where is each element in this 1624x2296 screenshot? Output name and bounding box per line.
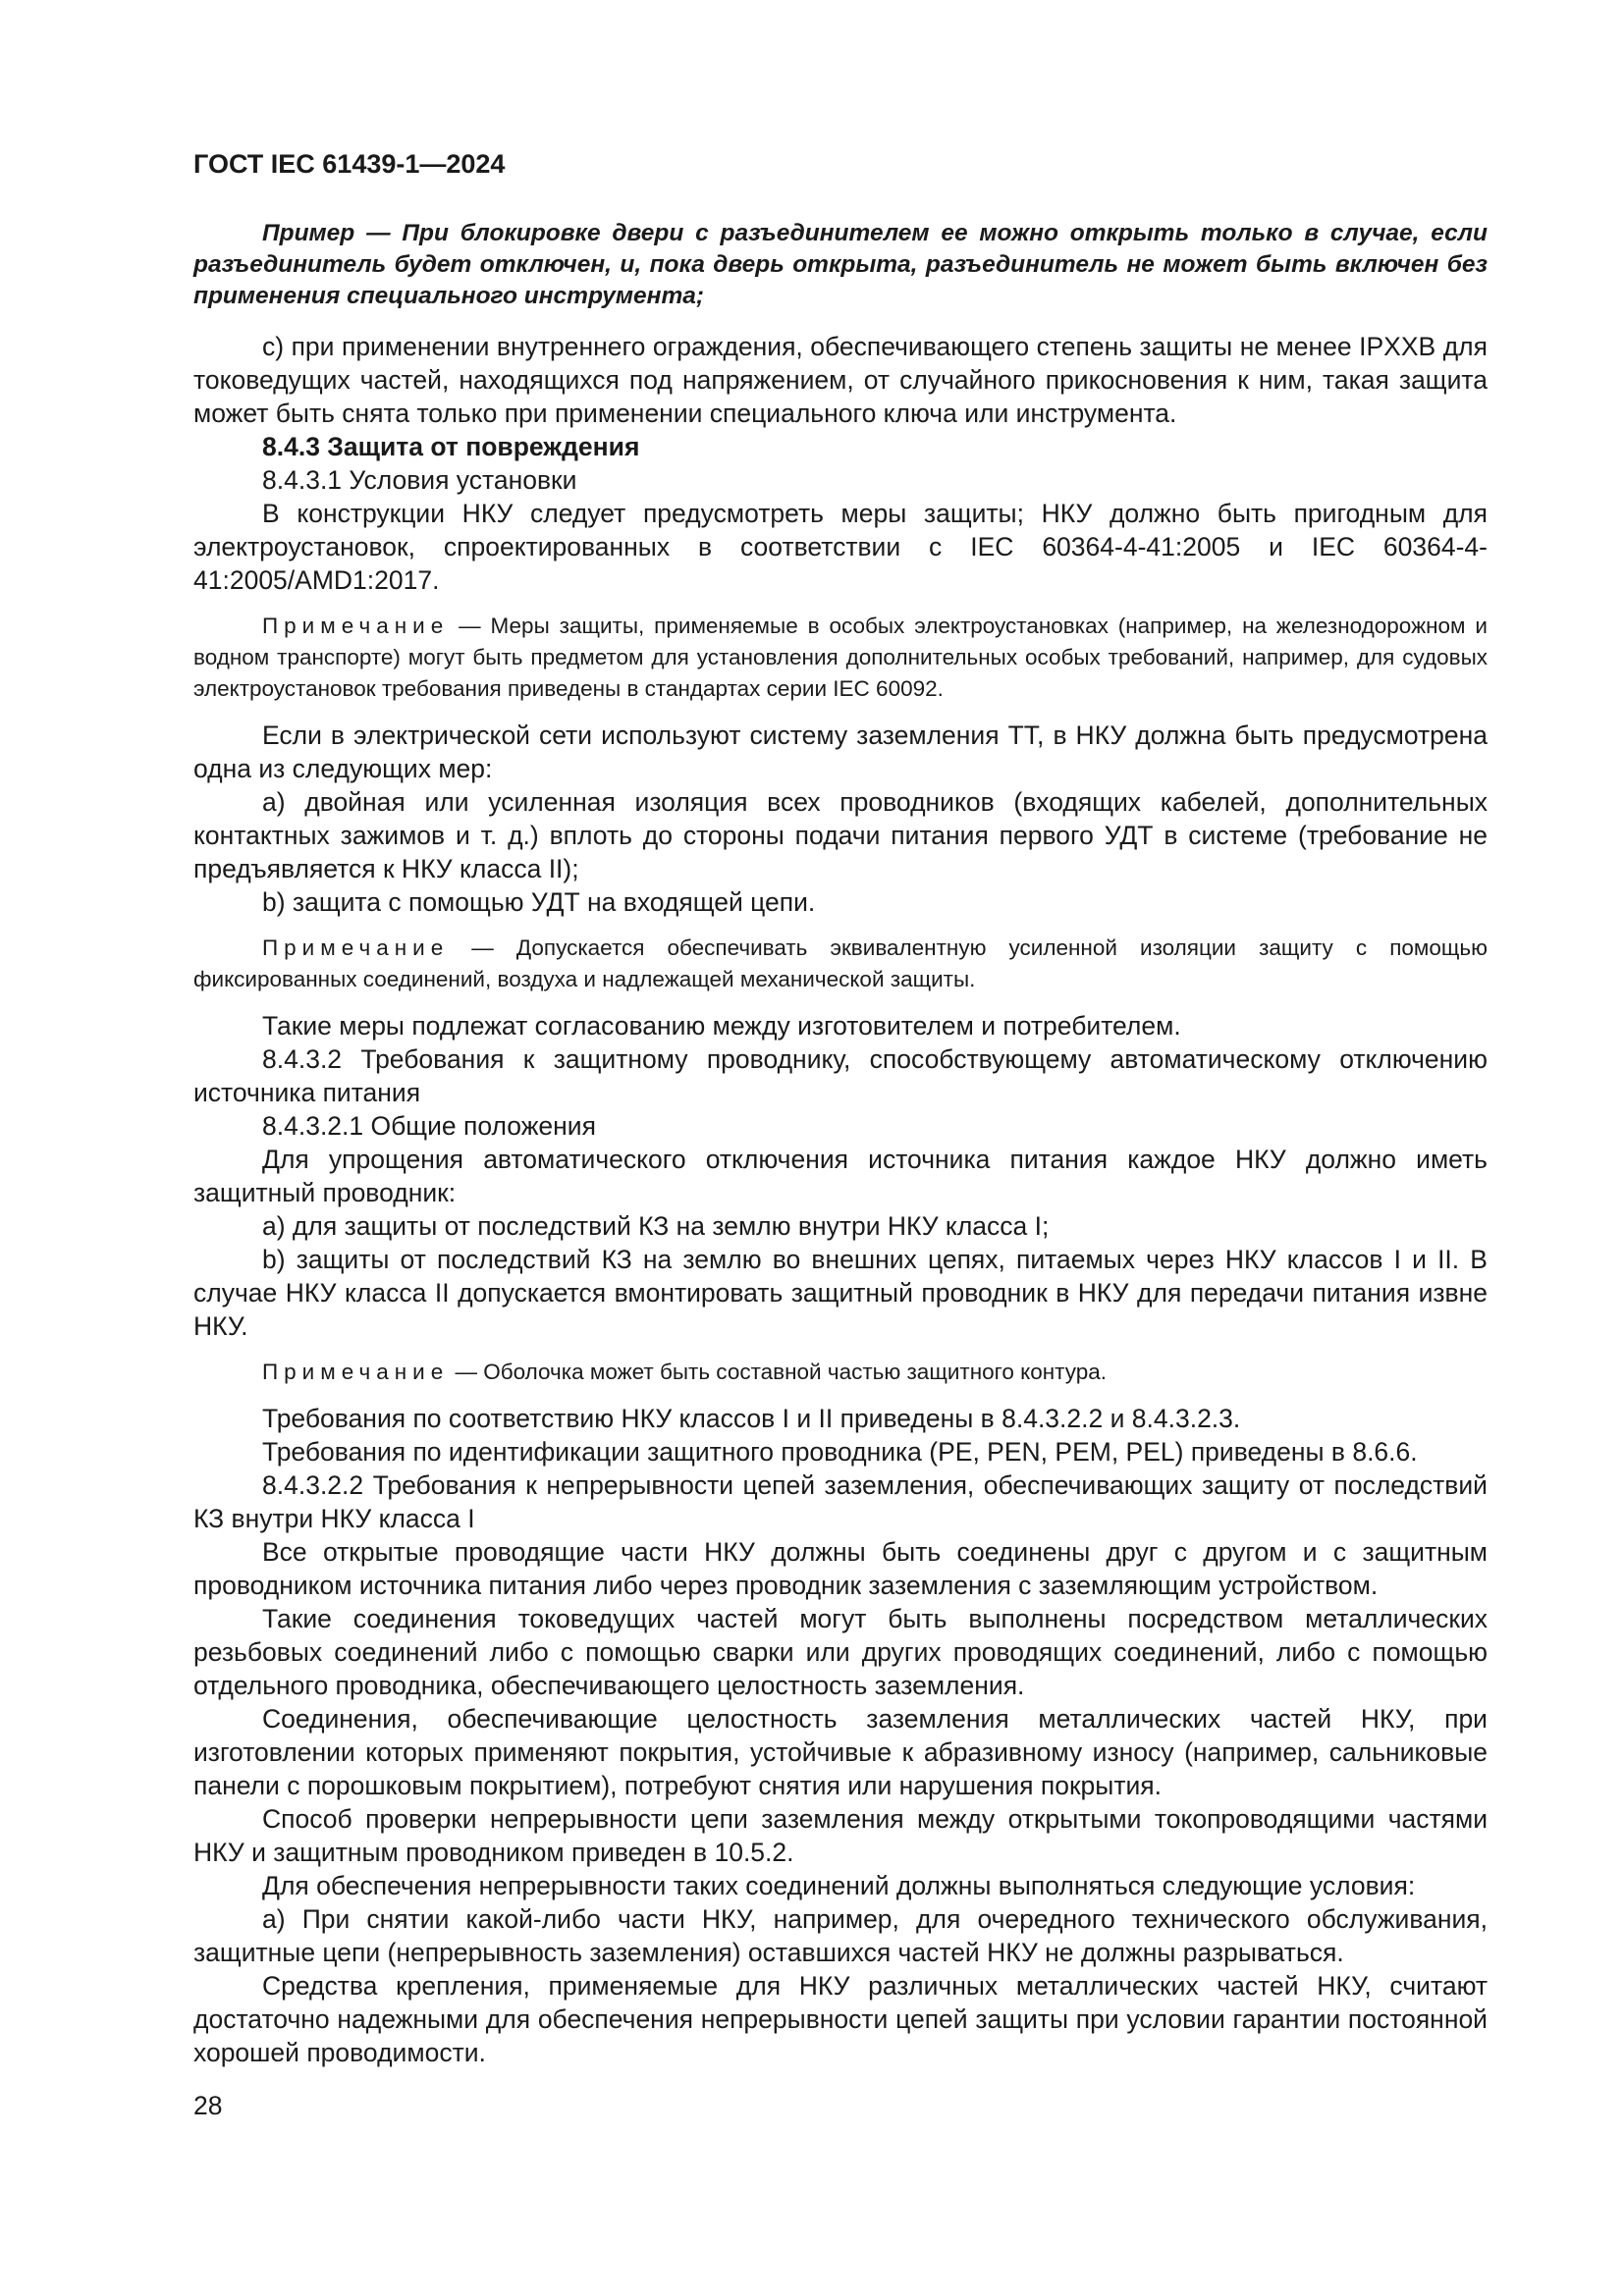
paragraph: c) при применении внутреннего ограждения, обеспечивающего степень защиты не менее IPXXB для токоведущих частей, находящихся под напряжением, от случайного прикосновения к ним, такая защита может быть снята только при применении специального ключа или инструмента. [193, 332, 1488, 428]
paragraph: Для обеспечения непрерывности таких соединений должны выполняться следующие условия: [262, 1871, 1416, 1900]
paragraph: Соединения, обеспечивающие целостность заземления металлических частей НКУ, при изготовлении которых применяют покрытия, устойчивые к абразивному износу (например, сальниковые панели с порошковым покрытием), потребуют снятия или нарушения покрытия. [193, 1704, 1488, 1800]
paragraph: Требования по идентификации защитного проводника (PE, PEN, PEM, PEL) приведены в 8.6.6. [262, 1437, 1418, 1467]
note [193, 1357, 1488, 1388]
section-heading: 8.4.3 Защита от повреждения [262, 432, 640, 461]
subsection-heading: 8.4.3.1 Условия установки [262, 465, 577, 495]
note-label: Примечание [262, 935, 450, 960]
paragraph: Для упрощения автоматического отключения источника питания каждое НКУ должно иметь защитный проводник: [193, 1145, 1488, 1207]
list-item: a) для защиты от последствий КЗ на землю внутри НКУ класса I; [262, 1211, 1050, 1241]
list-item: a) При снятии какой-либо части НКУ, например, для очередного технического обслуживания, защитные цепи (непрерывность заземления) оставшихся частей НКУ не должны разрываться. [193, 1904, 1488, 1967]
paragraph: Такие соединения токоведущих частей могут быть выполнены посредством металлических резьбовых соединений либо с помощью сварки или других проводящих соединений, либо с помощью отдельного проводника, обеспечивающего целостность заземления. [193, 1604, 1488, 1700]
note-label: Примечание [262, 1360, 450, 1384]
list-item: a) двойная или усиленная изоляция всех проводников (входящих кабелей, дополнительных контактных зажимов и т. д.) вплоть до стороны подачи питания первого УДТ в системе (требование не предъявляется к НКУ класса II); [193, 787, 1488, 883]
paragraph: Если в электрической сети используют систему заземления TT, в НКУ должна быть предусмотрена одна из следующих мер: [193, 721, 1488, 783]
paragraph: Требования по соответствию НКУ классов I и II приведены в 8.4.3.2.2 и 8.4.3.2.3. [262, 1404, 1241, 1433]
note [193, 933, 1488, 995]
note [193, 611, 1488, 705]
document-header: ГОСТ IEC 61439-1—2024 [193, 149, 506, 179]
note-text: — Оболочка может быть составной частью защитного контура. [449, 1360, 1107, 1384]
paragraph: Средства крепления, применяемые для НКУ различных металлических частей НКУ, считают достаточно надежными для обеспечения непрерывности цепей защиты при условии гарантии постоянной хорошей проводимости. [193, 1971, 1488, 2067]
subsection-heading: 8.4.3.2.2 Требования к непрерывности цепей заземления, обеспечивающих защиту от последствий КЗ внутри НКУ класса I [193, 1470, 1488, 1533]
page-number: 28 [193, 2091, 223, 2120]
document-page [193, 147, 1488, 2069]
subsection-heading: 8.4.3.2 Требования к защитному проводнику, способствующему автоматическому отключению источника питания [193, 1044, 1488, 1107]
list-item: b) защита с помощью УДТ на входящей цепи. [262, 887, 816, 917]
note-text: — Меры защиты, применяемые в особых электроустановках (например, на железнодорожном и водном транспорте) могут быть предметом для установления дополнительных особых требований, например, для судовых электроустановок требования приведены в стандартах серии IEC 60092. [193, 614, 1488, 701]
paragraph: В конструкции НКУ следует предусмотреть меры защиты; НКУ должно быть пригодным для электроустановок, спроектированных в соответствии с IEC 60364-4-41:2005 и IEC 60364-4-41:2005/AMD1:2017. [193, 499, 1488, 595]
paragraph: Такие меры подлежат согласованию между изготовителем и потребителем. [262, 1011, 1181, 1041]
list-item: b) защиты от последствий КЗ на землю во внешних цепях, питаемых через НКУ классов I и II. В случае НКУ класса II допускается вмонтировать защитный проводник в НКУ для передачи питания извне НКУ. [193, 1245, 1488, 1341]
note-text: — Допускается обеспечивать эквивалентную усиленной изоляции защиту с помощью фиксированных соединений, воздуха и надлежащей механической защиты. [193, 935, 1488, 991]
example-paragraph: Пример — При блокировке двери с разъединителем ее можно открыть только в случае, если разъединитель будет отключен, и, пока дверь открыта, разъединитель не может быть включен без применения специального инструмента; [193, 220, 1488, 309]
paragraph: Способ проверки непрерывности цепи заземления между открытыми токопроводящими частями НКУ и защитным проводником приведен в 10.5.2. [193, 1804, 1488, 1867]
paragraph: Все открытые проводящие части НКУ должны быть соединены друг с другом и с защитным проводником источника питания либо через проводник заземления с заземляющим устройством. [193, 1537, 1488, 1600]
subsection-heading: 8.4.3.2.1 Общие положения [262, 1111, 596, 1141]
note-label: Примечание [262, 614, 450, 638]
